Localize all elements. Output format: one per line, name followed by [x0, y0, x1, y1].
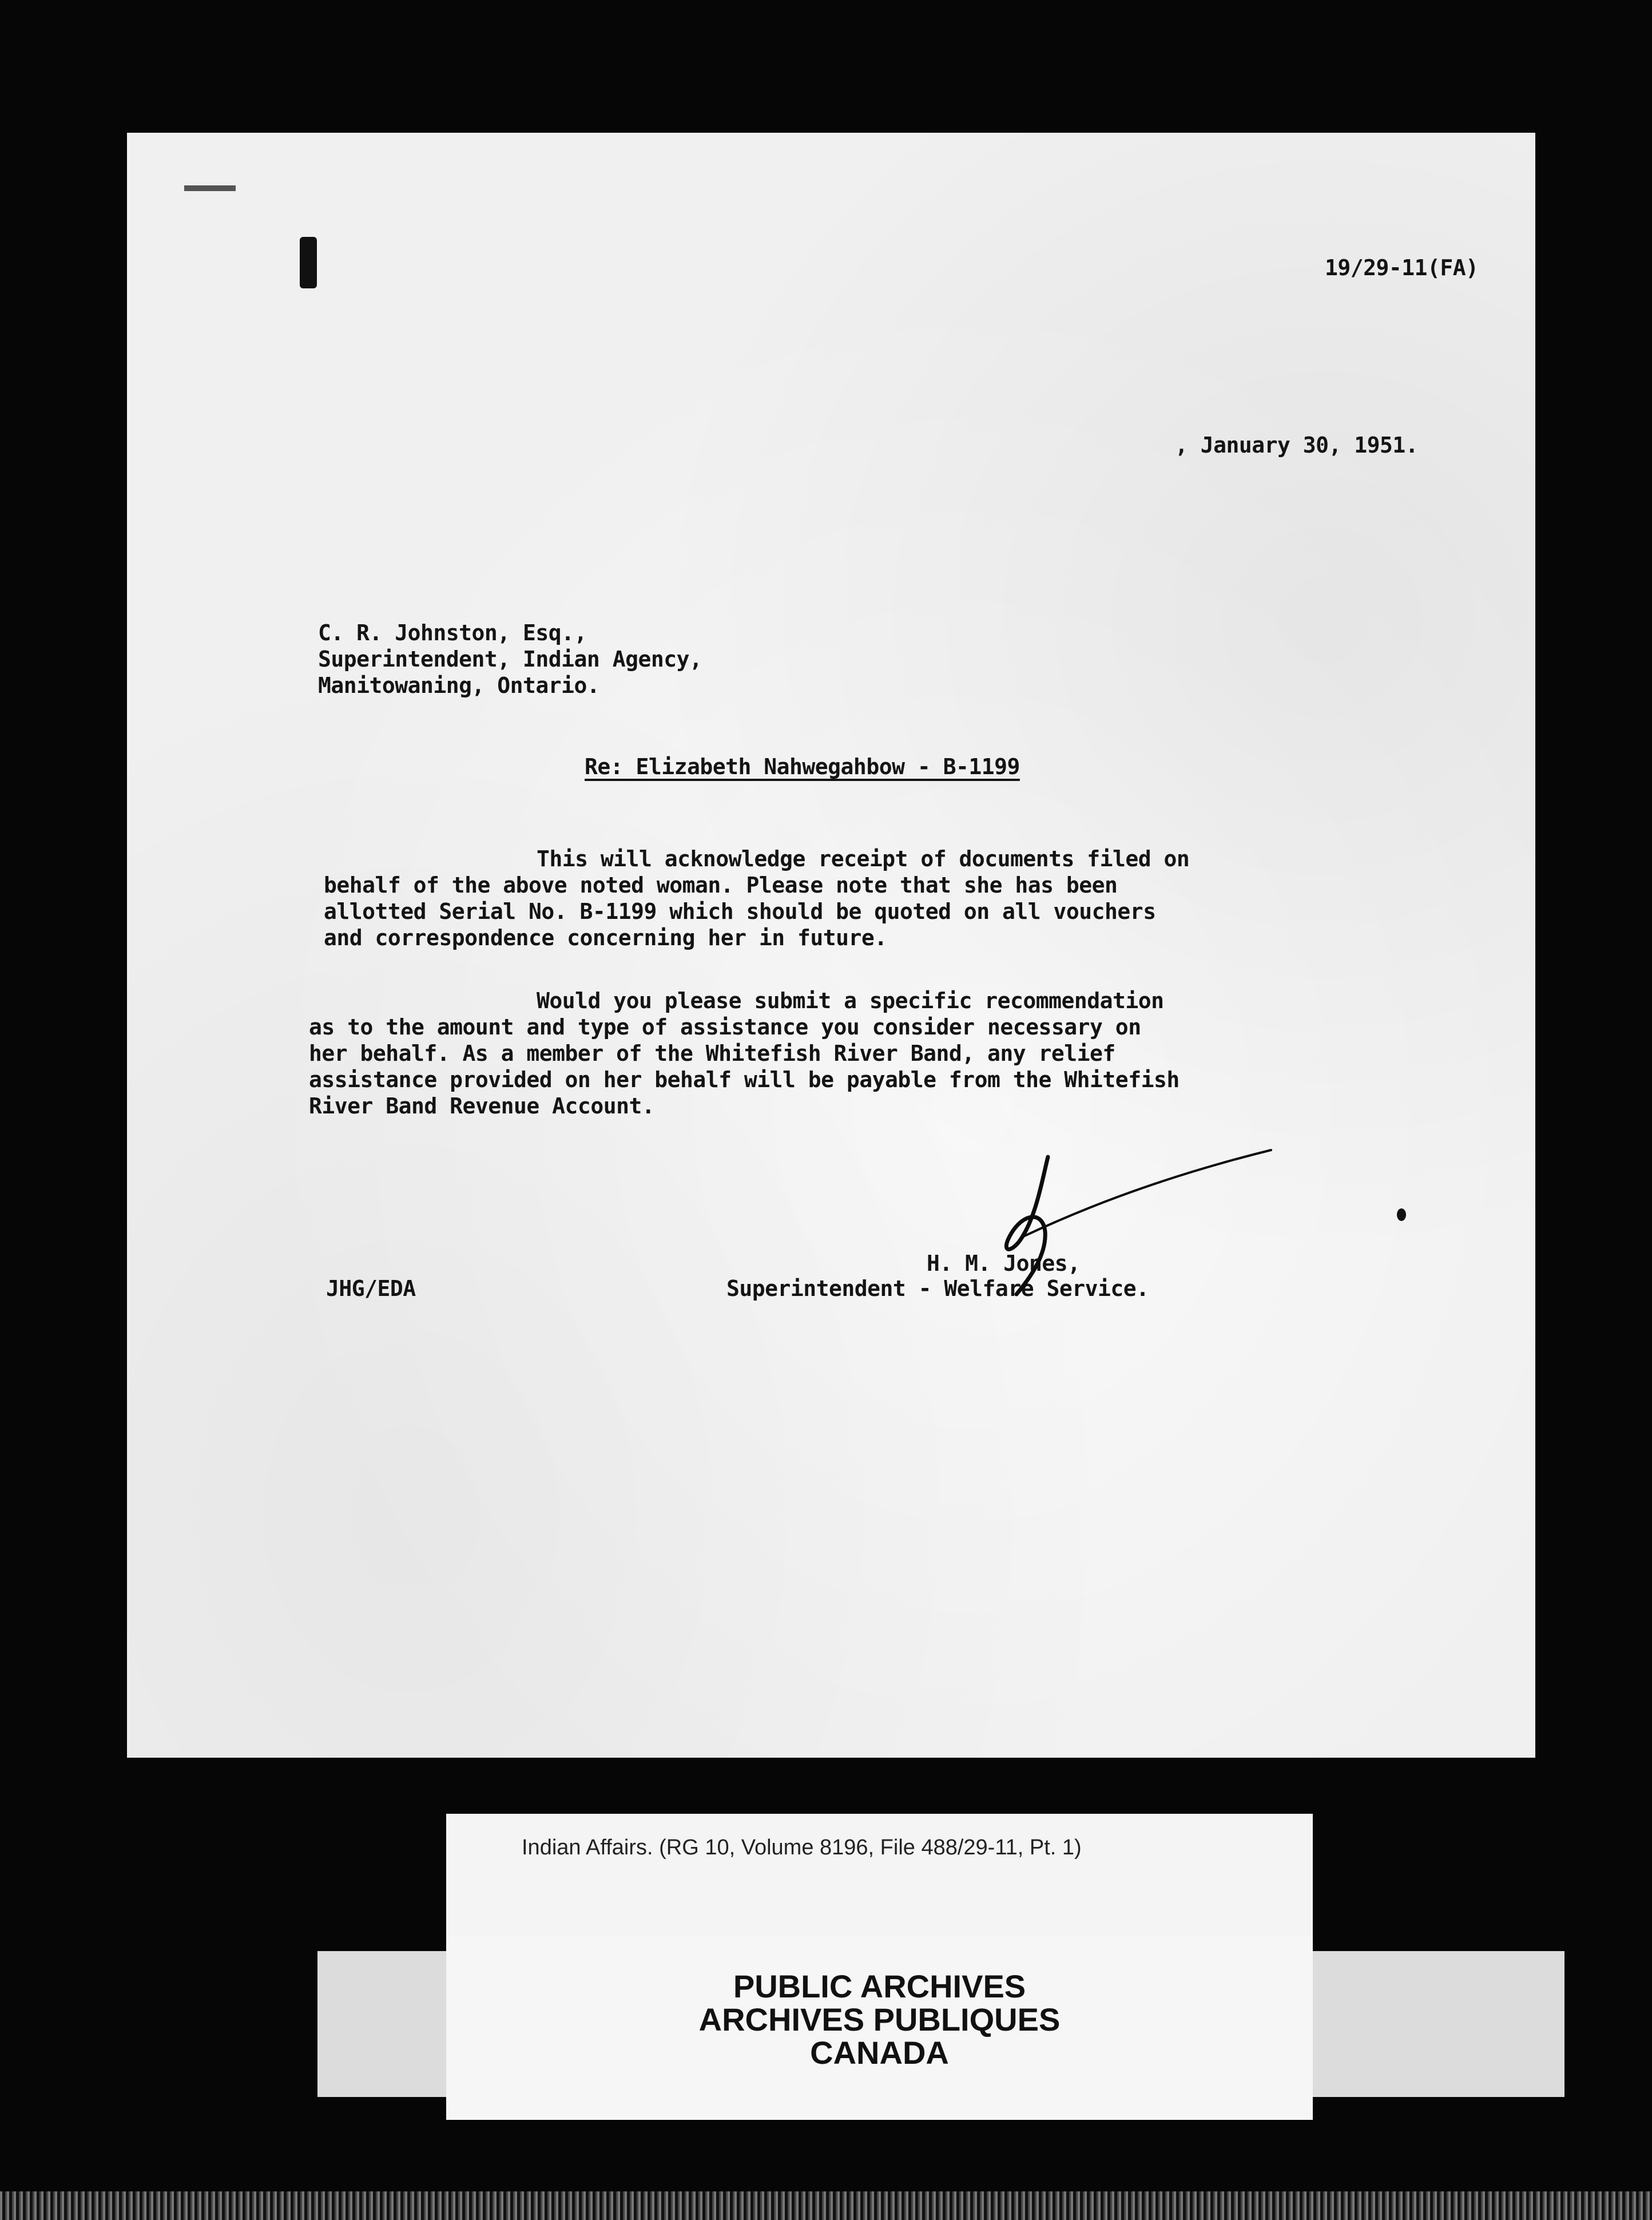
- address-line: Manitowaning, Ontario.: [318, 673, 600, 698]
- margin-mark: [1397, 1208, 1406, 1221]
- paragraph-line: behalf of the above noted woman. Please note that she has been: [324, 873, 1118, 898]
- file-reference: 19/29-11(FA): [1325, 255, 1479, 280]
- paragraph-line: Would you please submit a specific recommendation: [537, 988, 1164, 1013]
- archive-stamp-line: PUBLIC ARCHIVES: [733, 1968, 1026, 2004]
- paragraph-line: This will acknowledge receipt of documents filed on: [537, 846, 1190, 871]
- paragraph-line: allotted Serial No. B-1199 which should be quoted on all vouchers: [324, 899, 1156, 924]
- citation-label: [446, 1814, 1313, 1937]
- signer-title: Superintendent - Welfare Service.: [726, 1276, 1149, 1301]
- handwritten-signature: [899, 1145, 1300, 1317]
- paragraph-line: and correspondence concerning her in future.: [324, 925, 887, 950]
- paragraph-line: River Band Revenue Account.: [309, 1093, 655, 1119]
- paragraph-line: her behalf. As a member of the Whitefish River Band, any relief: [309, 1041, 1115, 1066]
- address-line: Superintendent, Indian Agency,: [318, 647, 702, 672]
- punch-hole-mark: [300, 237, 317, 288]
- archive-stamp: [446, 1937, 1313, 2120]
- paragraph-line: as to the amount and type of assistance you consider necessary on: [309, 1014, 1141, 1040]
- archive-stamp-line: ARCHIVES PUBLIQUES: [698, 2001, 1061, 2037]
- address-line: C. R. Johnston, Esq.,: [318, 620, 587, 645]
- subject-line: Re: Elizabeth Nahwegahbow - B-1199: [585, 754, 1020, 779]
- paragraph-line: assistance provided on her behalf will be payable from the Whitefish: [309, 1067, 1180, 1092]
- film-edge: [0, 2191, 1652, 2220]
- letter-date: , January 30, 1951.: [1175, 433, 1419, 458]
- signer-name: H. M. Jones,: [927, 1251, 1081, 1276]
- typist-initials: JHG/EDA: [326, 1276, 416, 1301]
- letter-page: [127, 133, 1535, 1758]
- archive-stamp-line: CANADA: [810, 2035, 949, 2071]
- corner-smudge: [184, 185, 236, 191]
- citation-text: Indian Affairs. (RG 10, Volume 8196, File 488/29-11, Pt. 1): [522, 1836, 1082, 1860]
